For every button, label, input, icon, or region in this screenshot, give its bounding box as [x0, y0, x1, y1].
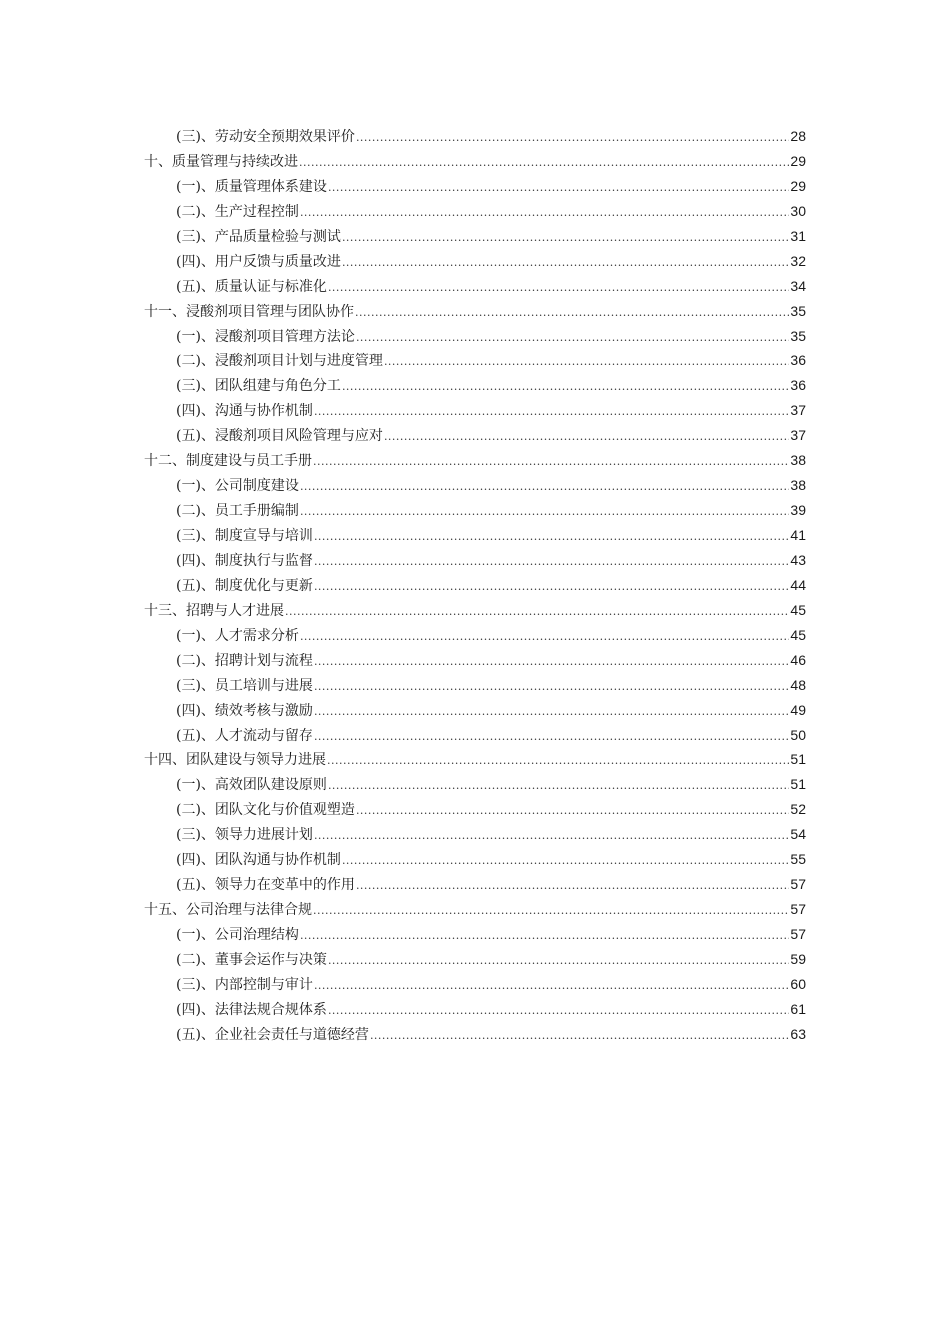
toc-entry-title: (四)、团队沟通与协作机制	[176, 852, 341, 869]
toc-page-number: 38	[790, 452, 806, 469]
toc-page-number: 46	[790, 651, 806, 668]
toc-entry-title: (四)、制度执行与监督	[176, 552, 313, 569]
toc-dot-leader	[356, 874, 789, 899]
toc-entry-title: (一)、质量管理体系建设	[176, 178, 327, 195]
toc-section-entry[interactable]	[144, 498, 806, 523]
toc-section-entry[interactable]	[144, 972, 806, 997]
toc-page-number: 49	[790, 701, 806, 718]
toc-dot-leader	[356, 799, 789, 824]
toc-dot-leader	[314, 974, 789, 999]
toc-entry-title: 十五、公司治理与法律合规	[144, 902, 312, 919]
toc-chapter-entry[interactable]	[144, 299, 806, 324]
toc-page-number: 54	[790, 826, 806, 843]
toc-page-number: 35	[790, 302, 806, 319]
toc-section-entry[interactable]	[144, 348, 806, 373]
toc-section-entry[interactable]	[144, 573, 806, 598]
toc-entry-title: (四)、法律法规合规体系	[176, 1001, 327, 1018]
toc-dot-leader	[327, 749, 789, 774]
toc-page-number: 60	[790, 975, 806, 992]
toc-section-entry[interactable]	[144, 249, 806, 274]
toc-dot-leader	[314, 675, 789, 700]
toc-dot-leader	[300, 500, 789, 525]
toc-entry-title: (一)、人才需求分析	[176, 627, 299, 644]
toc-entry-title: (一)、高效团队建设原则	[176, 777, 327, 794]
toc-section-entry[interactable]	[144, 174, 806, 199]
toc-page-number: 57	[790, 926, 806, 942]
toc-entry-title: (五)、人才流动与留存	[176, 727, 313, 744]
table-of-contents	[144, 124, 806, 1047]
toc-entry-title: (二)、团队文化与价值观塑造	[176, 802, 355, 819]
toc-dot-leader	[342, 375, 789, 400]
toc-dot-leader	[328, 276, 789, 301]
toc-section-entry[interactable]	[144, 698, 806, 723]
toc-entry-title: (二)、员工手册编制	[176, 503, 299, 520]
toc-entry-title: (三)、员工培训与进展	[176, 677, 313, 694]
toc-entry-title: (三)、领导力进展计划	[176, 827, 313, 844]
toc-page-number: 55	[790, 851, 806, 868]
toc-entry-title: 十四、团队建设与领导力进展	[144, 752, 326, 769]
toc-dot-leader	[342, 251, 789, 276]
toc-dot-leader	[314, 550, 789, 575]
toc-section-entry[interactable]	[144, 797, 806, 822]
toc-entry-title: (一)、浸酸剂项目管理方法论	[176, 328, 355, 345]
toc-entry-title: 十、质量管理与持续改进	[144, 153, 298, 170]
toc-dot-leader	[342, 849, 789, 874]
toc-dot-leader	[384, 350, 789, 375]
toc-section-entry[interactable]	[144, 772, 806, 797]
toc-page-number: 63	[790, 1025, 806, 1042]
toc-dot-leader	[300, 924, 789, 949]
toc-section-entry[interactable]	[144, 423, 806, 448]
toc-dot-leader	[314, 575, 789, 600]
toc-entry-title: (五)、浸酸剂项目风险管理与应对	[176, 428, 383, 445]
toc-dot-leader	[299, 151, 789, 176]
toc-page-number: 38	[790, 477, 806, 494]
toc-page-number: 57	[790, 901, 806, 918]
toc-page-number: 34	[790, 277, 806, 294]
toc-entry-title: (五)、领导力在变革中的作用	[176, 877, 355, 894]
toc-section-entry[interactable]	[144, 1022, 806, 1047]
toc-page-number: 37	[790, 427, 806, 444]
toc-section-entry[interactable]	[144, 548, 806, 573]
toc-section-entry[interactable]	[144, 822, 806, 847]
toc-section-entry[interactable]	[144, 373, 806, 398]
toc-section-entry[interactable]	[144, 922, 806, 947]
toc-entry-title: (四)、用户反馈与质量改进	[176, 253, 341, 270]
toc-dot-leader	[356, 126, 789, 151]
toc-dot-leader	[356, 326, 789, 351]
toc-dot-leader	[355, 301, 789, 326]
toc-dot-leader	[300, 201, 789, 226]
toc-entry-title: (三)、劳动安全预期效果评价	[176, 129, 355, 145]
toc-page-number: 31	[790, 227, 806, 244]
toc-page-number: 41	[790, 527, 806, 543]
toc-page-number: 39	[790, 502, 806, 519]
toc-section-entry[interactable]	[144, 124, 806, 149]
toc-dot-leader	[328, 999, 789, 1024]
toc-dot-leader	[314, 824, 789, 849]
toc-section-entry[interactable]	[144, 523, 806, 548]
toc-dot-leader	[314, 650, 789, 675]
toc-entry-title: 十三、招聘与人才进展	[144, 602, 284, 619]
toc-dot-leader	[313, 899, 789, 924]
toc-section-entry[interactable]	[144, 623, 806, 648]
toc-page-number: 52	[790, 801, 806, 818]
toc-entry-title: (二)、生产过程控制	[176, 203, 299, 220]
toc-chapter-entry[interactable]	[144, 897, 806, 922]
toc-section-entry[interactable]	[144, 199, 806, 224]
toc-entry-title: (一)、公司制度建设	[176, 478, 299, 495]
toc-chapter-entry[interactable]	[144, 149, 806, 174]
toc-dot-leader	[314, 725, 789, 750]
toc-entry-title: (二)、浸酸剂项目计划与进度管理	[176, 353, 383, 370]
toc-entry-title: (五)、质量认证与标准化	[176, 278, 327, 295]
toc-section-entry[interactable]	[144, 723, 806, 748]
toc-dot-leader	[342, 226, 789, 251]
toc-page-number: 45	[790, 601, 806, 618]
toc-entry-title: 十一、浸酸剂项目管理与团队协作	[144, 303, 354, 320]
toc-section-entry[interactable]	[144, 224, 806, 249]
toc-entry-title: (四)、绩效考核与激励	[176, 702, 313, 719]
toc-entry-title: (五)、企业社会责任与道德经营	[176, 1026, 369, 1043]
toc-dot-leader	[313, 450, 789, 475]
toc-section-entry[interactable]	[144, 847, 806, 872]
toc-chapter-entry[interactable]	[144, 448, 806, 473]
toc-entry-title: (五)、制度优化与更新	[176, 577, 313, 594]
toc-page-number: 29	[790, 177, 806, 194]
toc-dot-leader	[328, 949, 789, 974]
toc-section-entry[interactable]	[144, 947, 806, 972]
toc-dot-leader	[314, 700, 789, 725]
toc-entry-title: (三)、产品质量检验与测试	[176, 228, 341, 245]
toc-section-entry[interactable]	[144, 997, 806, 1022]
toc-page-number: 44	[790, 576, 806, 593]
toc-page-number: 48	[790, 676, 806, 693]
toc-chapter-entry[interactable]	[144, 747, 806, 772]
toc-page-number: 29	[790, 152, 806, 169]
toc-page-number: 50	[790, 726, 806, 743]
toc-page-number: 36	[790, 377, 806, 394]
toc-entry-title: (三)、团队组建与角色分工	[176, 378, 341, 395]
toc-entry-title: 十二、制度建设与员工手册	[144, 453, 312, 470]
toc-page-number: 37	[790, 402, 806, 419]
toc-dot-leader	[314, 525, 789, 550]
toc-dot-leader	[314, 400, 789, 425]
toc-entry-title: (一)、公司治理结构	[176, 927, 299, 943]
toc-page-number: 57	[790, 876, 806, 893]
toc-page-number: 51	[790, 776, 806, 793]
toc-section-entry[interactable]	[144, 872, 806, 897]
toc-page-number: 32	[790, 252, 806, 269]
toc-entry-title: (四)、沟通与协作机制	[176, 403, 313, 420]
toc-dot-leader	[370, 1024, 789, 1049]
toc-chapter-entry[interactable]	[144, 598, 806, 623]
toc-dot-leader	[328, 774, 789, 799]
toc-section-entry[interactable]	[144, 274, 806, 299]
toc-entry-title: (三)、制度宣导与培训	[176, 528, 313, 544]
toc-page-number: 45	[790, 626, 806, 643]
toc-page-number: 36	[790, 352, 806, 369]
toc-page-number: 28	[790, 128, 806, 144]
toc-page-number: 51	[790, 751, 806, 768]
toc-page-number: 30	[790, 202, 806, 219]
toc-entry-title: (二)、董事会运作与决策	[176, 951, 327, 968]
toc-section-entry[interactable]	[144, 673, 806, 698]
toc-page-number: 61	[790, 1000, 806, 1017]
toc-dot-leader	[300, 475, 789, 500]
toc-dot-leader	[384, 425, 789, 450]
toc-section-entry[interactable]	[144, 648, 806, 673]
toc-section-entry[interactable]	[144, 473, 806, 498]
toc-entry-title: (二)、招聘计划与流程	[176, 652, 313, 669]
toc-page-number: 43	[790, 551, 806, 568]
toc-dot-leader	[285, 600, 789, 625]
toc-page-number: 59	[790, 950, 806, 967]
toc-entry-title: (三)、内部控制与审计	[176, 976, 313, 993]
toc-dot-leader	[300, 625, 789, 650]
toc-page-number: 35	[790, 327, 806, 344]
toc-dot-leader	[328, 176, 789, 201]
toc-section-entry[interactable]	[144, 324, 806, 349]
toc-section-entry[interactable]	[144, 398, 806, 423]
